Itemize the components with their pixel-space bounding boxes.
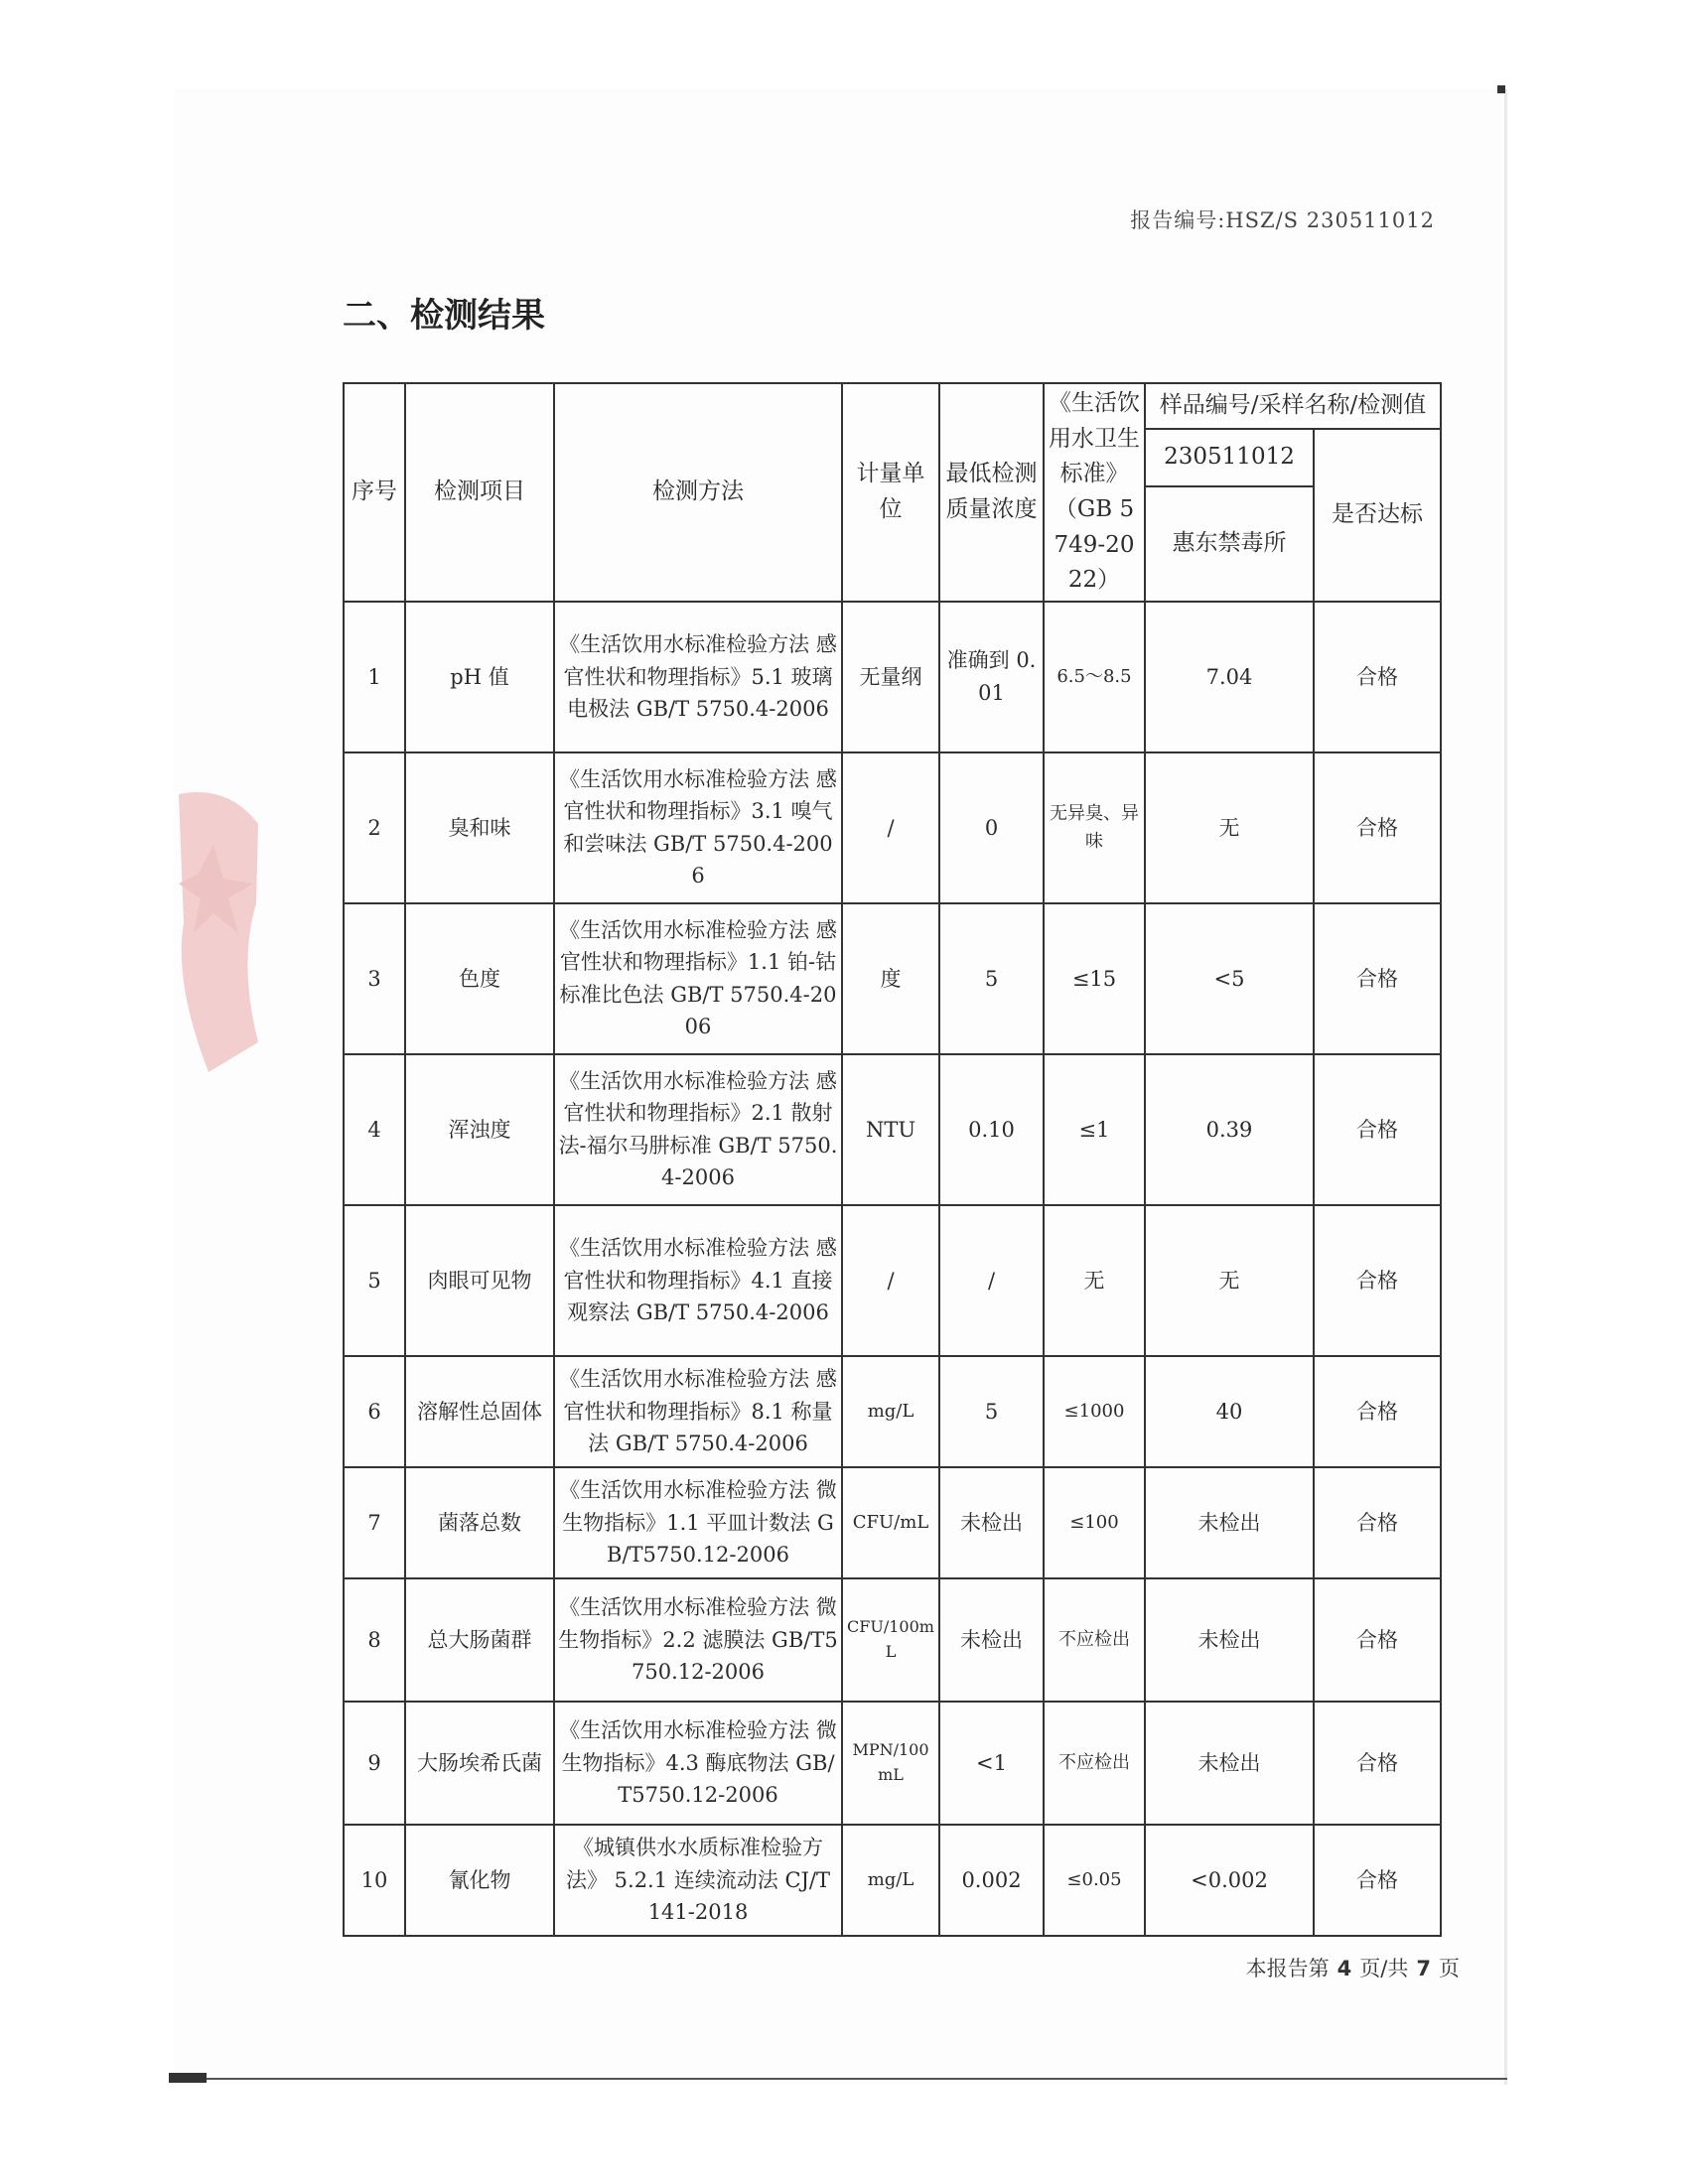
table-row — [344, 1825, 1441, 1936]
table-row — [344, 1205, 1441, 1356]
cell-standard: ≤1000 — [1044, 1356, 1145, 1467]
page-footer — [1246, 1953, 1460, 1982]
footer-prefix: 本报告第 — [1245, 1957, 1330, 1980]
cell-result: 合格 — [1314, 602, 1441, 752]
cell-standard: ≤100 — [1044, 1467, 1145, 1578]
cell-seq: 5 — [344, 1205, 405, 1356]
cell-seq: 7 — [344, 1467, 405, 1578]
cell-result: 合格 — [1314, 1825, 1441, 1936]
cell-item: 臭和味 — [405, 752, 554, 903]
cell-result: 合格 — [1314, 1578, 1441, 1702]
cell-standard: ≤0.05 — [1044, 1825, 1145, 1936]
header-min-concentration: 最低检测质量浓度 — [939, 383, 1044, 602]
cell-standard: 无 — [1044, 1205, 1145, 1356]
cell-value: <0.002 — [1145, 1825, 1314, 1936]
scan-edge-line — [207, 2078, 1507, 2080]
cell-unit: / — [842, 752, 939, 903]
cell-item: 大肠埃希氏菌 — [405, 1702, 554, 1825]
cell-item: 色度 — [405, 903, 554, 1054]
table-row — [344, 602, 1441, 752]
red-seal-stamp — [169, 784, 263, 1082]
cell-min-concentration: 准确到 0.01 — [939, 602, 1044, 752]
cell-item: 菌落总数 — [405, 1467, 554, 1578]
cell-result: 合格 — [1314, 903, 1441, 1054]
cell-unit: 无量纲 — [842, 602, 939, 752]
section-title: 二、检测结果 — [343, 296, 545, 336]
cell-item: pH 值 — [405, 602, 554, 752]
header-seq: 序号 — [344, 383, 405, 602]
cell-value: 无 — [1145, 752, 1314, 903]
cell-item: 氰化物 — [405, 1825, 554, 1936]
cell-seq: 2 — [344, 752, 405, 903]
cell-result: 合格 — [1314, 1356, 1441, 1467]
header-item: 检测项目 — [405, 383, 554, 602]
cell-item: 总大肠菌群 — [405, 1578, 554, 1702]
table-row — [344, 1578, 1441, 1702]
cell-unit: mg/L — [842, 1825, 939, 1936]
cell-method: 《生活饮用水标准检验方法 微生物指标》4.3 酶底物法 GB/T5750.12-2006 — [554, 1702, 842, 1825]
cell-standard: 无异臭、异味 — [1044, 752, 1145, 903]
cell-unit: CFU/mL — [842, 1467, 939, 1578]
header-sample-id: 230511012 — [1145, 429, 1314, 486]
cell-item: 溶解性总固体 — [405, 1356, 554, 1467]
cell-seq: 3 — [344, 903, 405, 1054]
table-row — [344, 903, 1441, 1054]
cell-result: 合格 — [1314, 752, 1441, 903]
cell-value: 未检出 — [1145, 1578, 1314, 1702]
cell-standard: ≤1 — [1044, 1054, 1145, 1205]
cell-method: 《生活饮用水标准检验方法 感官性状和物理指标》8.1 称量法 GB/T 5750.4-2006 — [554, 1356, 842, 1467]
cell-unit: 度 — [842, 903, 939, 1054]
cell-min-concentration: / — [939, 1205, 1044, 1356]
cell-seq: 10 — [344, 1825, 405, 1936]
cell-standard: 不应检出 — [1044, 1578, 1145, 1702]
cell-min-concentration: 5 — [939, 1356, 1044, 1467]
scan-edge-mark — [169, 2073, 207, 2083]
cell-method: 《生活饮用水标准检验方法 感官性状和物理指标》1.1 铂-钴标准比色法 GB/T 5750.4-2006 — [554, 903, 842, 1054]
footer-total-pages: 7 — [1416, 1957, 1431, 1980]
table-row — [344, 1702, 1441, 1825]
header-compliant: 是否达标 — [1314, 429, 1441, 602]
cell-unit: CFU/100mL — [842, 1578, 939, 1702]
footer-middle: 页/共 — [1359, 1957, 1409, 1980]
cell-method: 《生活饮用水标准检验方法 感官性状和物理指标》4.1 直接观察法 GB/T 5750.4-2006 — [554, 1205, 842, 1356]
cell-item: 肉眼可见物 — [405, 1205, 554, 1356]
cell-value: <5 — [1145, 903, 1314, 1054]
results-table — [343, 382, 1442, 1937]
cell-standard: 不应检出 — [1044, 1702, 1145, 1825]
cell-value: 0.39 — [1145, 1054, 1314, 1205]
cell-method: 《城镇供水水质标准检验方法》 5.2.1 连续流动法 CJ/T 141-2018 — [554, 1825, 842, 1936]
table-row — [344, 1054, 1441, 1205]
header-standard: 《生活饮用水卫生标准》（GB 5749-2022） — [1044, 383, 1145, 602]
cell-method: 《生活饮用水标准检验方法 感官性状和物理指标》2.1 散射法-福尔马肼标准 GB/T 5750.4-2006 — [554, 1054, 842, 1205]
cell-min-concentration: 未检出 — [939, 1467, 1044, 1578]
footer-suffix: 页 — [1439, 1957, 1460, 1980]
cell-seq: 6 — [344, 1356, 405, 1467]
scan-edge-mark — [1497, 85, 1505, 93]
cell-method: 《生活饮用水标准检验方法 感官性状和物理指标》5.1 玻璃电极法 GB/T 5750.4-2006 — [554, 602, 842, 752]
cell-value: 7.04 — [1145, 602, 1314, 752]
cell-item: 浑浊度 — [405, 1054, 554, 1205]
header-unit: 计量单位 — [842, 383, 939, 602]
cell-result: 合格 — [1314, 1205, 1441, 1356]
cell-method: 《生活饮用水标准检验方法 微生物指标》1.1 平皿计数法 GB/T5750.12-2006 — [554, 1467, 842, 1578]
header-sample-name: 惠东禁毒所 — [1145, 486, 1314, 602]
cell-seq: 4 — [344, 1054, 405, 1205]
cell-method: 《生活饮用水标准检验方法 微生物指标》2.2 滤膜法 GB/T5750.12-2006 — [554, 1578, 842, 1702]
cell-result: 合格 — [1314, 1467, 1441, 1578]
cell-result: 合格 — [1314, 1702, 1441, 1825]
cell-standard: ≤15 — [1044, 903, 1145, 1054]
cell-min-concentration: <1 — [939, 1702, 1044, 1825]
cell-result: 合格 — [1314, 1054, 1441, 1205]
cell-min-concentration: 5 — [939, 903, 1044, 1054]
cell-value: 未检出 — [1145, 1467, 1314, 1578]
cell-seq: 9 — [344, 1702, 405, 1825]
cell-value: 无 — [1145, 1205, 1314, 1356]
cell-min-concentration: 0.002 — [939, 1825, 1044, 1936]
header-method: 检测方法 — [554, 383, 842, 602]
cell-min-concentration: 0 — [939, 752, 1044, 903]
cell-min-concentration: 未检出 — [939, 1578, 1044, 1702]
cell-seq: 1 — [344, 602, 405, 752]
cell-unit: NTU — [842, 1054, 939, 1205]
cell-seq: 8 — [344, 1578, 405, 1702]
table-row — [344, 752, 1441, 903]
table-row — [344, 1356, 1441, 1467]
table-row — [344, 1467, 1441, 1578]
cell-min-concentration: 0.10 — [939, 1054, 1044, 1205]
cell-unit: MPN/100mL — [842, 1702, 939, 1825]
cell-value: 40 — [1145, 1356, 1314, 1467]
header-sample-group: 样品编号/采样名称/检测值 — [1145, 383, 1441, 429]
cell-unit: / — [842, 1205, 939, 1356]
cell-value: 未检出 — [1145, 1702, 1314, 1825]
footer-current-page: 4 — [1336, 1957, 1352, 1980]
report-number: 报告编号:HSZ/S 230511012 — [1130, 208, 1435, 232]
cell-method: 《生活饮用水标准检验方法 感官性状和物理指标》3.1 嗅气和尝味法 GB/T 5750.4-2006 — [554, 752, 842, 903]
cell-unit: mg/L — [842, 1356, 939, 1467]
cell-standard: 6.5～8.5 — [1044, 602, 1145, 752]
